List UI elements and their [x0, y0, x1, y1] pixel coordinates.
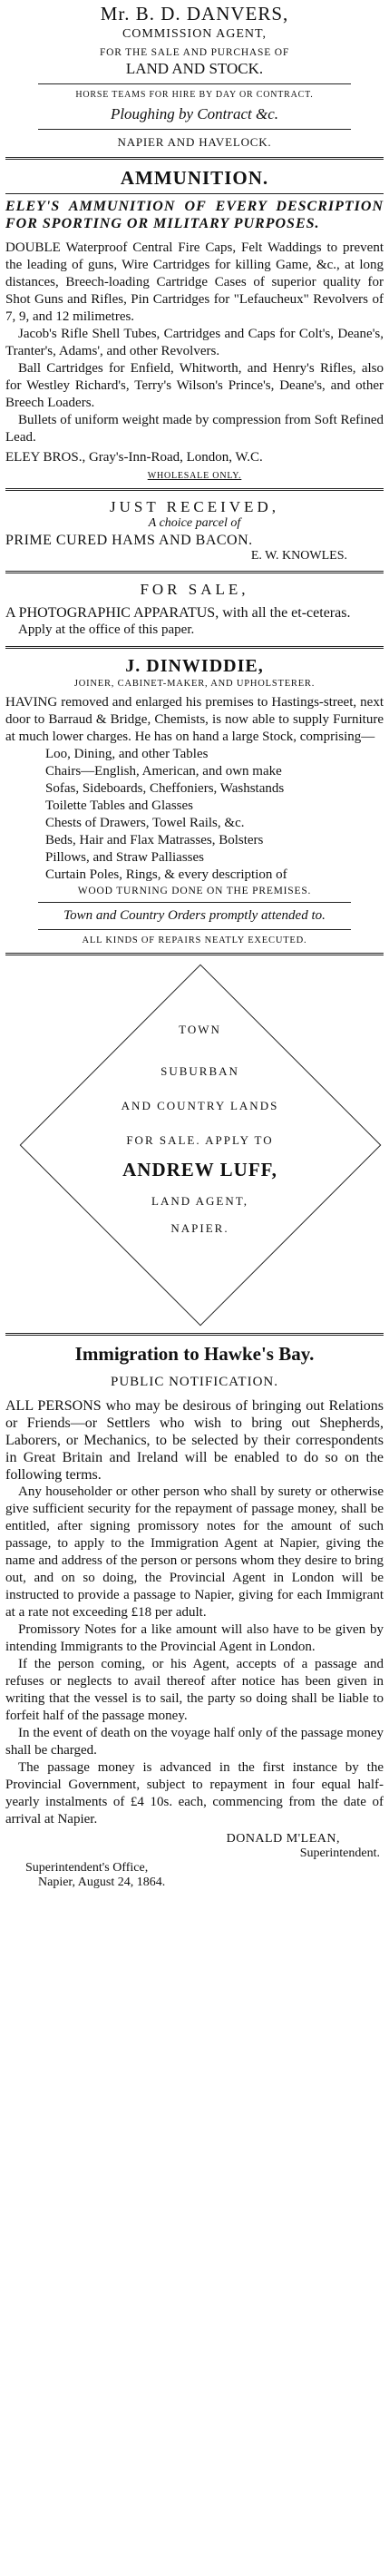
luff-l4: FOR SALE. APPLY TO: [126, 1133, 274, 1147]
immigration-title: Immigration to Hawke's Bay.: [74, 1343, 315, 1365]
forsale-text: A PHOTOGRAPHIC APPARATUS, with all the et-ceteras.: [5, 605, 351, 621]
luff-l2: SUBURBAN: [160, 1064, 239, 1078]
luff-text: [5, 1001, 389, 1236]
ammunition-p2: Jacob's Rifle Shell Tubes, Cartridges and Caps for Colt's, Deane's, Tranter's, Adams', and other Revolvers.: [5, 327, 384, 358]
luff-l1: TOWN: [179, 1023, 221, 1036]
list-item: Beds, Hair and Flax Matrasses, Bolsters: [45, 833, 264, 847]
danvers-line2: LAND AND STOCK.: [125, 60, 264, 77]
immigration-p6: The passage money is advanced in the first instance by the Provincial Government, subject to repayment in four equal half-yearly instalments of £4 10s. each, commencing from the date of arrival at Napier.: [5, 1760, 384, 1827]
danvers-ploughing: Ploughing by Contract &c.: [110, 105, 279, 122]
section-divider: [5, 571, 384, 573]
forsale-title: FOR SALE,: [140, 581, 249, 598]
danvers-teams: HORSE TEAMS FOR HIRE BY DAY OR CONTRACT.: [75, 90, 314, 100]
section-divider: [5, 488, 384, 491]
immigration-p3: Promissory Notes for a like amount will also have to be given by intending Immigrants to the Provincial Agent in London.: [5, 1622, 384, 1654]
immigration-p2: Any householder or other person who shall by surety or otherwise give sufficient security for the repayment of passage money, shall be entitled, after signing promissory notes for the amount of such passage, to apply to the Immigration Agent at Napier, giving the name and address of the person or persons whom they desire to bring out, and on so doing, the Provincial Agent in London will be instructed to provide a passage to Napier, giving for each Immigrant at a rate not exceeding £18 per adult.: [5, 1484, 384, 1620]
ammunition-subtitle: ELEY'S AMMUNITION OF EVERY DESCRIPTION FOR SPORTING OR MILITARY PURPOSES.: [5, 199, 384, 231]
divider: [38, 83, 351, 84]
ammunition-p1: DOUBLE Waterproof Central Fire Caps, Felt Waddings to prevent the leading of guns, Wire Cartridges for killing Game, &c., at long distances, Breech-loading Cartridge Cases of superior quality for Shot Guns and Rifles, Pin Cartridges for "Lefaucheux" Revolvers of 7, 9, and 12 milimetres.: [5, 240, 384, 324]
luff-name: ANDREW LUFF,: [122, 1159, 277, 1180]
forsale-ad: [5, 581, 384, 639]
dinwiddie-ad: [5, 656, 384, 945]
immigration-signer: DONALD M'LEAN,: [226, 1832, 340, 1846]
immigration-sub: PUBLIC NOTIFICATION.: [111, 1375, 278, 1389]
list-item: Pillows, and Straw Palliasses: [45, 850, 204, 865]
immigration-p1: ALL PERSONS who may be desirous of bringing out Relations or Friends—or Settlers who wish to bring out Shepherds, Laborers, or Mechanics, to be selected by their correspondents in Great Britain and Ireland will be enabled to do so on the following terms.: [5, 1398, 384, 1483]
immigration-ad: [5, 1343, 384, 1890]
immigration-date: Napier, August 24, 1864.: [38, 1876, 166, 1889]
danvers-line1: FOR THE SALE AND PURCHASE OF: [99, 47, 290, 58]
ammunition-p4: Bullets of uniform weight made by compression from Soft Refined Lead.: [5, 413, 384, 445]
section-divider: [5, 157, 384, 160]
immigration-signer-role: Superintendent.: [299, 1846, 380, 1860]
danvers-place: NAPIER AND HAVELOCK.: [117, 135, 272, 149]
luff-place: NAPIER.: [170, 1221, 229, 1235]
dinwiddie-name: J. DINWIDDIE,: [125, 656, 264, 676]
list-item: Chairs—English, American, and own make: [45, 764, 282, 779]
received-ad: [5, 498, 384, 563]
immigration-office: Superintendent's Office,: [25, 1861, 149, 1875]
forsale-apply: Apply at the office of this paper.: [18, 622, 195, 637]
ammunition-ad: [5, 167, 384, 481]
received-seller: E. W. KNOWLES.: [250, 549, 347, 563]
ammunition-title: AMMUNITION.: [120, 167, 269, 189]
section-divider: [5, 646, 384, 649]
ammunition-address: ELEY BROS., Gray's-Inn-Road, London, W.C.: [5, 450, 263, 465]
divider: [38, 129, 351, 130]
list-item: Toilette Tables and Glasses: [45, 798, 194, 813]
dinwiddie-repairs: ALL KINDS OF REPAIRS NEATLY EXECUTED.: [82, 935, 307, 945]
immigration-p5: In the event of death on the voyage half only of the passage money shall be charged.: [5, 1726, 384, 1758]
divider: [5, 193, 384, 194]
received-sub: A choice parcel of: [148, 516, 241, 530]
list-item: Chests of Drawers, Towel Rails, &c.: [45, 816, 245, 830]
luff-role: LAND AGENT,: [151, 1194, 248, 1208]
received-title: JUST RECEIVED,: [110, 498, 279, 515]
dinwiddie-orders: Town and Country Orders promptly attended to.: [63, 908, 326, 923]
danvers-name: Mr. B. D. DANVERS,: [100, 3, 289, 24]
section-divider: [5, 953, 384, 955]
dinwiddie-p1: HAVING removed and enlarged his premises to Hastings-street, next door to Barraud & Bridge, Chemists, is now able to supply Furniture at much lower charges. He has on hand a large Stock, comprising—: [5, 695, 384, 744]
danvers-ad: [5, 0, 384, 150]
luff-ad: [5, 963, 389, 1326]
danvers-role: COMMISSION AGENT,: [122, 27, 267, 41]
dinwiddie-trade: JOINER, CABINET-MAKER, AND UPHOLSTERER.: [73, 679, 316, 689]
dinwiddie-wood: WOOD TURNING DONE ON THE PREMISES.: [77, 886, 312, 896]
immigration-p4: If the person coming, or his Agent, accepts of a passage and refuses or neglects to avail thereof after notice has been given in writing that the vessel is to sail, the party so doing shall be liable to forfeit half of the passage money.: [5, 1657, 384, 1723]
luff-l3: AND COUNTRY LANDS: [121, 1099, 279, 1112]
list-item: Curtain Poles, Rings, & every description of: [45, 867, 287, 882]
divider: [38, 902, 351, 903]
divider: [38, 929, 351, 930]
section-divider: [5, 1333, 384, 1336]
list-item: Sofas, Sideboards, Cheffoniers, Washstands: [45, 781, 285, 796]
list-item: Loo, Dining, and other Tables: [45, 747, 209, 761]
ammunition-wholesale: WHOLESALE ONLY.: [147, 471, 242, 481]
ammunition-p3: Ball Cartridges for Enfield, Whitworth, and Henry's Rifles, also for Westley Richard's, Terry's Wilson's Prince's, Deane's, and other Breech Loaders.: [5, 361, 384, 410]
received-goods: PRIME CURED HAMS AND BACON.: [5, 533, 253, 548]
dinwiddie-items: [5, 746, 384, 884]
